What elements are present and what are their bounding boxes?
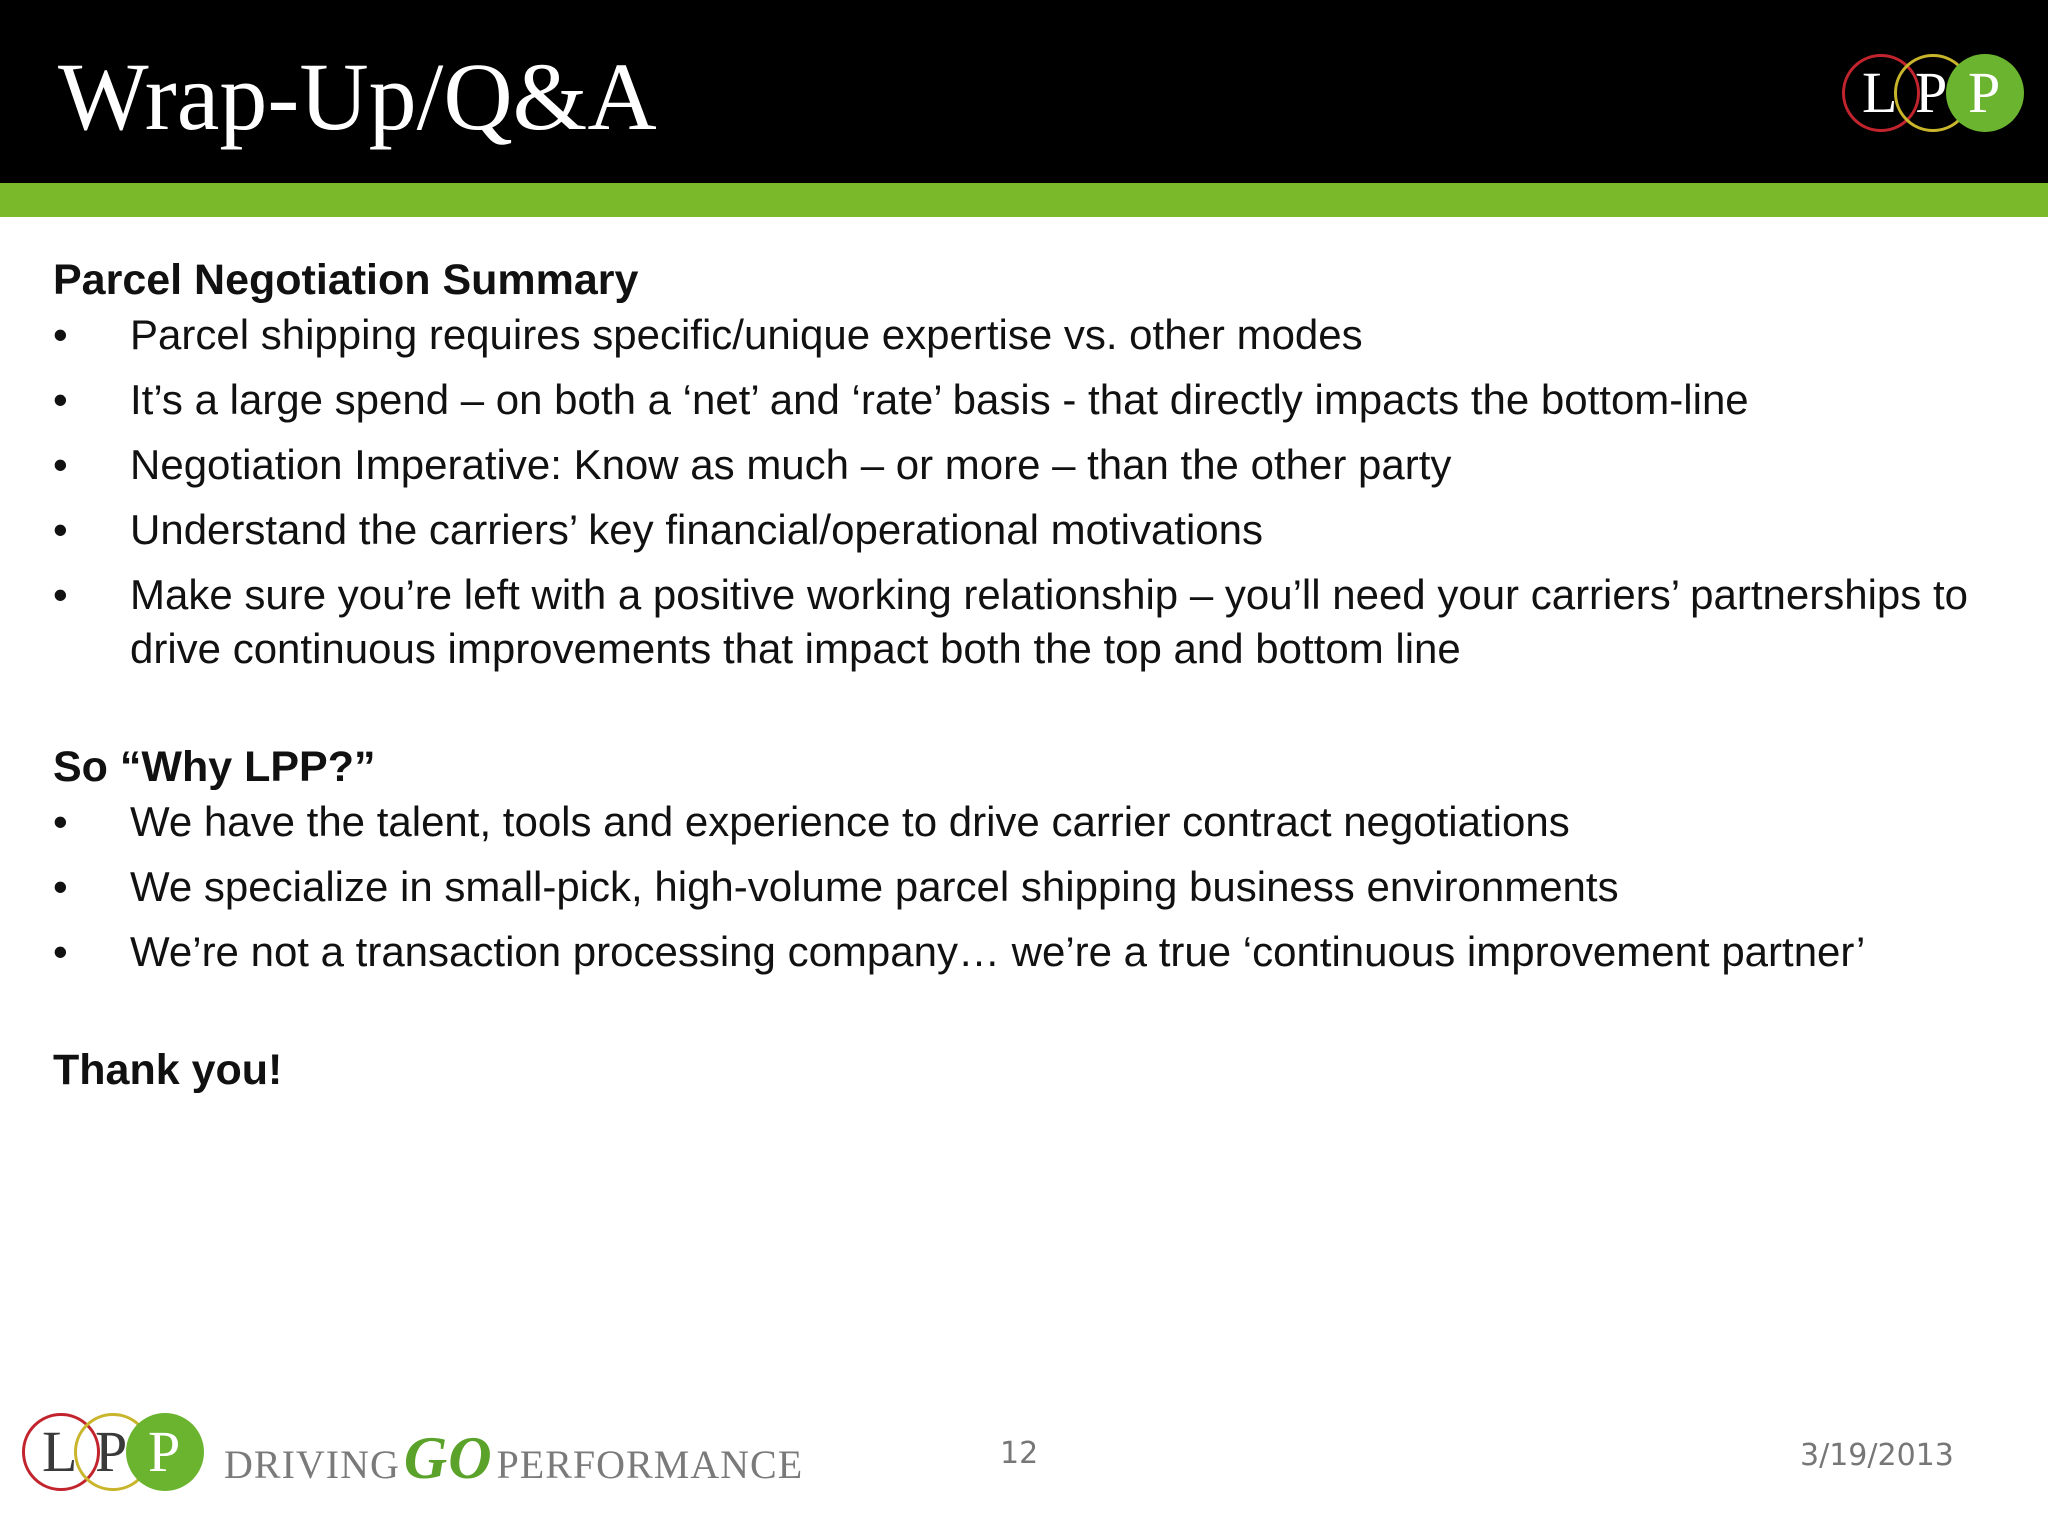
bullet-icon: •: [53, 506, 68, 553]
why-lpp-list: [53, 795, 2013, 979]
list-item-text: We’re not a transaction processing company… we’re a true ‘continuous improvement partner’: [130, 928, 1866, 975]
list-item: [53, 308, 2013, 362]
footer-lpp-logo: [22, 1413, 212, 1493]
accent-bar: [0, 183, 2048, 217]
list-item: [53, 860, 2013, 914]
slide-header: [0, 0, 2048, 183]
tagline-performance: PERFORMANCE: [496, 1442, 804, 1487]
tagline-driving: DRIVING: [224, 1442, 400, 1487]
page-number: 12: [1000, 1436, 1039, 1471]
lpp-logo: [1842, 54, 2032, 134]
list-item-text: We specialize in small-pick, high-volume parcel shipping business environments: [130, 863, 1619, 910]
logo-letter: L: [1862, 60, 1898, 125]
slide-title: Wrap-Up/Q&A: [58, 43, 657, 150]
closing-text: Thank you!: [53, 1046, 283, 1094]
list-item-text: We have the talent, tools and experience to drive carrier contract negotiations: [130, 798, 1570, 845]
bullet-icon: •: [53, 441, 68, 488]
bullet-icon: •: [53, 928, 68, 975]
tagline-go: GO: [403, 1425, 493, 1491]
bullet-icon: •: [53, 311, 68, 358]
logo-letter: L: [42, 1419, 78, 1484]
logo-letter: P: [1915, 60, 1948, 125]
list-item: [53, 438, 2013, 492]
summary-list: [53, 308, 2013, 676]
list-item: [53, 795, 2013, 849]
list-item: [53, 373, 2013, 427]
section-heading: Parcel Negotiation Summary: [53, 256, 639, 304]
section-heading: So “Why LPP?”: [53, 743, 376, 791]
slide-body: [53, 252, 2013, 1098]
logo-letter: P: [1968, 60, 2001, 125]
list-item-text: Parcel shipping requires specific/unique expertise vs. other modes: [130, 311, 1363, 358]
list-item: [53, 503, 2013, 557]
bullet-icon: •: [53, 863, 68, 910]
bullet-icon: •: [53, 376, 68, 423]
list-item-text: Make sure you’re left with a positive working relationship – you’ll need your carriers’ partnerships to drive continuous improvements that impact both the top and bottom line: [130, 571, 1968, 672]
slide-date: 3/19/2013: [1800, 1438, 1954, 1473]
list-item-text: It’s a large spend – on both a ‘net’ and ‘rate’ basis - that directly impacts the bottom-line: [130, 376, 1749, 423]
list-item: [53, 568, 2013, 676]
logo-letter: P: [148, 1419, 181, 1484]
footer-tagline: [224, 1425, 804, 1495]
bullet-icon: •: [53, 798, 68, 845]
list-item-text: Negotiation Imperative: Know as much – or more – than the other party: [130, 441, 1452, 488]
list-item: [53, 925, 2013, 979]
logo-letter: P: [95, 1419, 128, 1484]
list-item-text: Understand the carriers’ key financial/operational motivations: [130, 506, 1264, 553]
bullet-icon: •: [53, 571, 68, 618]
